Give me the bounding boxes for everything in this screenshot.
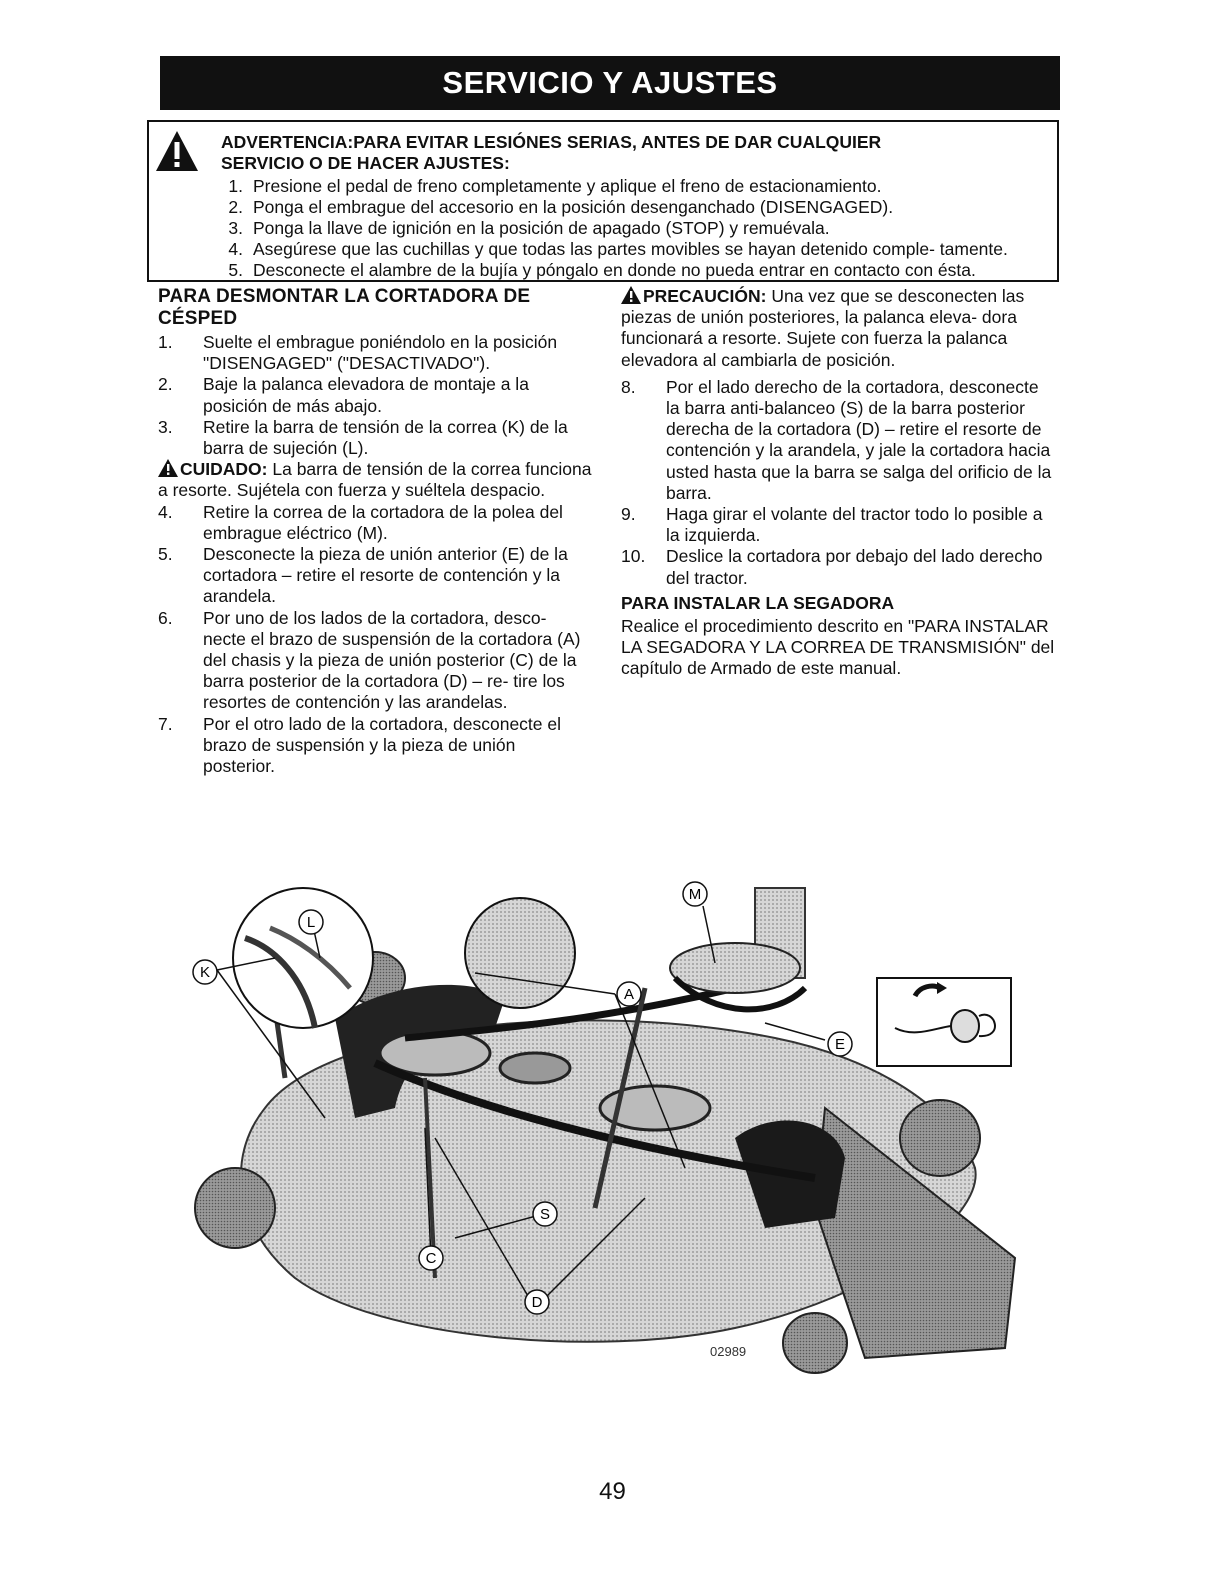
precaution-note: PRECAUCIÓN: Una vez que se desconecten las piezas de unión posteriores, la palanca eleva- dora funcionará a resorte. Sujete con fuerza la palanca elevadora al cambiarla de posición.	[621, 286, 1025, 370]
warning-list-item: 4. Asegúrese que las cuchillas y que todas las partes movibles se hayan detenido comple- tamente.	[228, 239, 1008, 259]
step-item: 10. Deslice la cortadora por debajo del lado derecho del tractor.	[621, 546, 1043, 588]
wheel	[900, 1100, 980, 1176]
step-item: 5. Desconecte la pieza de unión anterior (E) de la cortadora – retire el resorte de contención y la arandela.	[158, 544, 568, 607]
inset-detail-box	[877, 978, 1011, 1066]
steps-list-b	[158, 502, 592, 778]
steps-list-c	[621, 377, 1057, 589]
left-column	[158, 286, 592, 777]
callout-c: C	[425, 1250, 437, 1267]
figure-code: 02989	[710, 1344, 747, 1359]
wheel	[783, 1313, 847, 1373]
warning-triangle-icon	[158, 459, 178, 477]
wheel	[195, 1168, 275, 1248]
step-item: 6. Por uno de los lados de la cortadora, desco- necte el brazo de suspensión de la cortadora (A) del chasis y la pieza de unión posterior (C) de la barra posterior de la cortadora (D) – re- tire los resortes de contención y las arandelas.	[158, 607, 581, 713]
step-item: 4. Retire la correa de la cortadora de la polea del embrague eléctrico (M).	[158, 501, 563, 543]
warning-list-item: 1. Presione el pedal de freno completamente y aplique el freno de estacionamiento.	[228, 176, 882, 196]
warning-list-item: 2. Ponga el embrague del accesorio en la posición desenganchado (DISENGAGED).	[228, 197, 894, 217]
step-item: 8. Por el lado derecho de la cortadora, desconecte la barra anti-balanceo (S) de la barra posterior derecha de la cortadora (D) – retire el resorte de contención y la arandela, y jale la cortadora hacia usted hasta que la barra se salga del orificio de la barra.	[621, 376, 1052, 503]
step-item: 7. Por el otro lado de la cortadora, desconecte el brazo de suspensión y la pieza de unión posterior.	[158, 713, 561, 777]
warning-triangle-icon	[621, 286, 641, 304]
step-item: 1. Suelte el embrague poniéndolo en la posición "DISENGAGED" ("DESACTIVADO").	[158, 332, 558, 374]
right-column	[621, 286, 1057, 679]
callout-m: M	[688, 886, 702, 903]
install-mower-heading: PARA INSTALAR LA SEGADORA	[621, 592, 895, 613]
steps-list-a	[158, 332, 592, 459]
callout-l: L	[306, 914, 316, 931]
step-item: 2. Baje la palanca elevadora de montaje a la posición de más abajo.	[158, 374, 529, 416]
caution-note: CUIDADO: La barra de tensión de la correa funciona a resorte. Sujétela con fuerza y suéltela despacio.	[158, 459, 592, 501]
detail-circle-arm	[465, 898, 575, 1008]
detail-circle-belt-bar	[233, 888, 373, 1028]
install-paragraph: Realice el procedimiento descrito en "PARA INSTALAR LA SEGADORA Y LA CORREA DE TRANSMISIÓN" del capítulo de Armado de este manual.	[621, 615, 1055, 679]
mower-deck-illustration	[175, 878, 1050, 1398]
warning-triangle-icon	[155, 130, 199, 172]
callout-k: K	[199, 964, 211, 981]
warning-list-item: 5. Desconecte el alambre de la bujía y póngalo en donde no pueda entrar en contacto con ésta.	[228, 260, 976, 280]
warning-box	[147, 120, 1059, 282]
step-item: 9. Haga girar el volante del tractor todo lo posible a la izquierda.	[621, 504, 1043, 546]
callout-d: D	[531, 1294, 543, 1311]
remove-mower-heading: PARA DESMONTAR LA CORTADORA DE CÉSPED	[158, 286, 531, 329]
section-header: SERVICIO Y AJUSTES	[160, 56, 1060, 110]
page-number: 49	[599, 1478, 626, 1505]
callout-s: S	[539, 1206, 551, 1223]
callout-a: A	[623, 986, 635, 1003]
warning-list-item: 3. Ponga la llave de ignición en la posición de apagado (STOP) y remuévala.	[228, 218, 830, 238]
warning-title: ADVERTENCIA:PARA EVITAR LESIÓNES SERIAS, ANTES DE DAR CUALQUIER SERVICIO O DE HACER AJUSTES:	[221, 132, 882, 173]
warning-list	[219, 176, 1059, 281]
step-item: 3. Retire la barra de tensión de la correa (K) de la barra de sujeción (L).	[158, 416, 568, 459]
callout-e: E	[834, 1036, 846, 1053]
